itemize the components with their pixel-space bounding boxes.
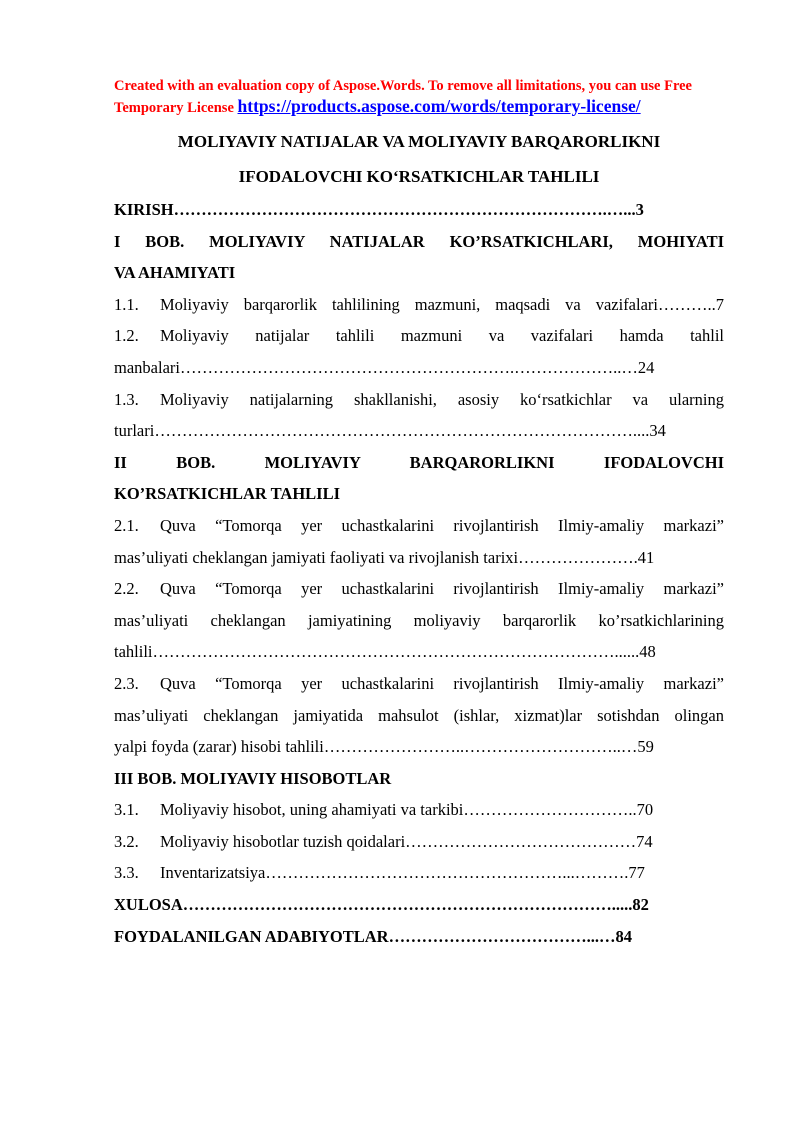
section-number: 2.3.: [114, 673, 139, 693]
toc-entry-3-1[interactable]: [114, 794, 724, 826]
section-number: 2.2.: [114, 579, 139, 599]
title-line-2: IFODALOVCHI KO‘RSATKICHLAR TAHLILI: [238, 167, 600, 186]
toc-entry-3-3[interactable]: [114, 857, 724, 889]
toc-entry-1-1[interactable]: [114, 289, 724, 321]
document-title: [114, 124, 724, 194]
section-title: Quva “Tomorqa yer uchastkalarini rivojlantirish Ilmiy-amaliy markazi”: [160, 673, 724, 693]
page-content: [114, 76, 724, 952]
entry-1-3-line-1: [114, 384, 724, 416]
entry-2-2-line-2: mas’uliyati cheklangan jamiyatining moliyaviy barqarorlik ko’rsatkichlarining: [114, 610, 724, 630]
toc-entry-2-1[interactable]: [114, 510, 724, 573]
title-line-1: MOLIYAVIY NATIJALAR VA MOLIYAVIY BARQARORLIKNI: [177, 132, 661, 151]
section-number: 1.2.: [114, 326, 139, 346]
evaluation-notice-text: Created with an evaluation copy of Aspose.Words. To remove all limitations, you can use Free Temporary License: [114, 78, 692, 116]
entry-2-2-line-3: tahlili…………………………………………………………………………......48: [114, 642, 656, 662]
section-title: Moliyaviy natijalarning shakllanishi, asosiy ko‘rsatkichlar va ularning: [160, 389, 724, 409]
section-title: Quva “Tomorqa yer uchastkalarini rivojlantirish Ilmiy-amaliy markazi”: [160, 579, 724, 599]
toc-entry-2-3[interactable]: [114, 668, 724, 763]
entry-2-3-line-2: mas’uliyati cheklangan jamiyatida mahsulot (ishlar, xizmat)lar sotishdan olingan: [114, 705, 724, 725]
chapter-2-line-1: II BOB. MOLIYAVIY BARQARORLIKNI IFODALOVCHI: [114, 452, 724, 472]
entry-2-1-line-2: mas’uliyati cheklangan jamiyati faoliyati va rivojlanish tarixi………………….41: [114, 547, 655, 567]
chapter-1-line-1: I BOB. MOLIYAVIY NATIJALAR KO’RSATKICHLARI, MOHIYATI: [114, 231, 724, 251]
section-number: 1.1.: [114, 294, 139, 314]
entry-1-3-line-2: turlari……………………………………………………………………………....34: [114, 421, 666, 441]
entry-2-3-line-1: [114, 668, 724, 700]
toc-entry-xulosa[interactable]: XULOSA…………………………………………………………………….....82: [114, 895, 649, 915]
section-number: 2.1.: [114, 515, 139, 535]
entry-2-2-line-1: [114, 573, 724, 605]
toc-chapter-2[interactable]: [114, 447, 724, 510]
section-number: 3.3.: [114, 863, 139, 883]
toc-entry-1-2[interactable]: [114, 320, 724, 383]
section-number: 3.2.: [114, 831, 139, 851]
section-number: 3.1.: [114, 800, 139, 820]
chapter-1-line-2: VA AHAMIYATI: [114, 263, 236, 283]
toc-entry-3-2[interactable]: [114, 826, 724, 858]
toc-entry-2-2[interactable]: [114, 573, 724, 668]
entry-1-2-line-1: [114, 320, 724, 352]
section-title: Moliyaviy hisobot, uning ahamiyati va tarkibi…………………………..70: [160, 800, 654, 820]
section-title: Moliyaviy natijalar tahlili mazmuni va vazifalari hamda tahlil: [160, 326, 724, 346]
section-title: Inventarizatsiya………………………………………………...……….77: [160, 863, 645, 883]
temporary-license-link[interactable]: https://products.aspose.com/words/temporary-license/: [237, 96, 641, 116]
section-title: Moliyaviy hisobotlar tuzish qoidalari……………………………………74: [160, 831, 653, 851]
evaluation-notice: [114, 76, 724, 118]
entry-1-2-line-2: manbalari…………………………………………………….………………..…24: [114, 357, 655, 377]
toc-chapter-1[interactable]: [114, 226, 724, 289]
toc-chapter-3[interactable]: III BOB. MOLIYAVIY HISOBOTLAR: [114, 768, 392, 788]
section-title: Moliyaviy barqarorlik tahlilining mazmuni, maqsadi va vazifalari………..7: [160, 294, 724, 314]
entry-2-3-line-3: yalpi foyda (zarar) hisobi tahlili……………………..………………………..…59: [114, 737, 654, 757]
toc-entry-adabiyotlar[interactable]: FOYDALANILGAN ADABIYOTLAR………………………………...…84: [114, 926, 632, 946]
entry-2-1-line-1: [114, 510, 724, 542]
section-number: 1.3.: [114, 389, 139, 409]
chapter-2-line-2: KO’RSATKICHLAR TAHLILI: [114, 484, 341, 504]
toc-entry-kirish[interactable]: KIRISH…………………………………………………………………….…...3: [114, 200, 644, 219]
toc-entry-1-3[interactable]: [114, 384, 724, 447]
section-title: Quva “Tomorqa yer uchastkalarini rivojlantirish Ilmiy-amaliy markazi”: [160, 515, 724, 535]
